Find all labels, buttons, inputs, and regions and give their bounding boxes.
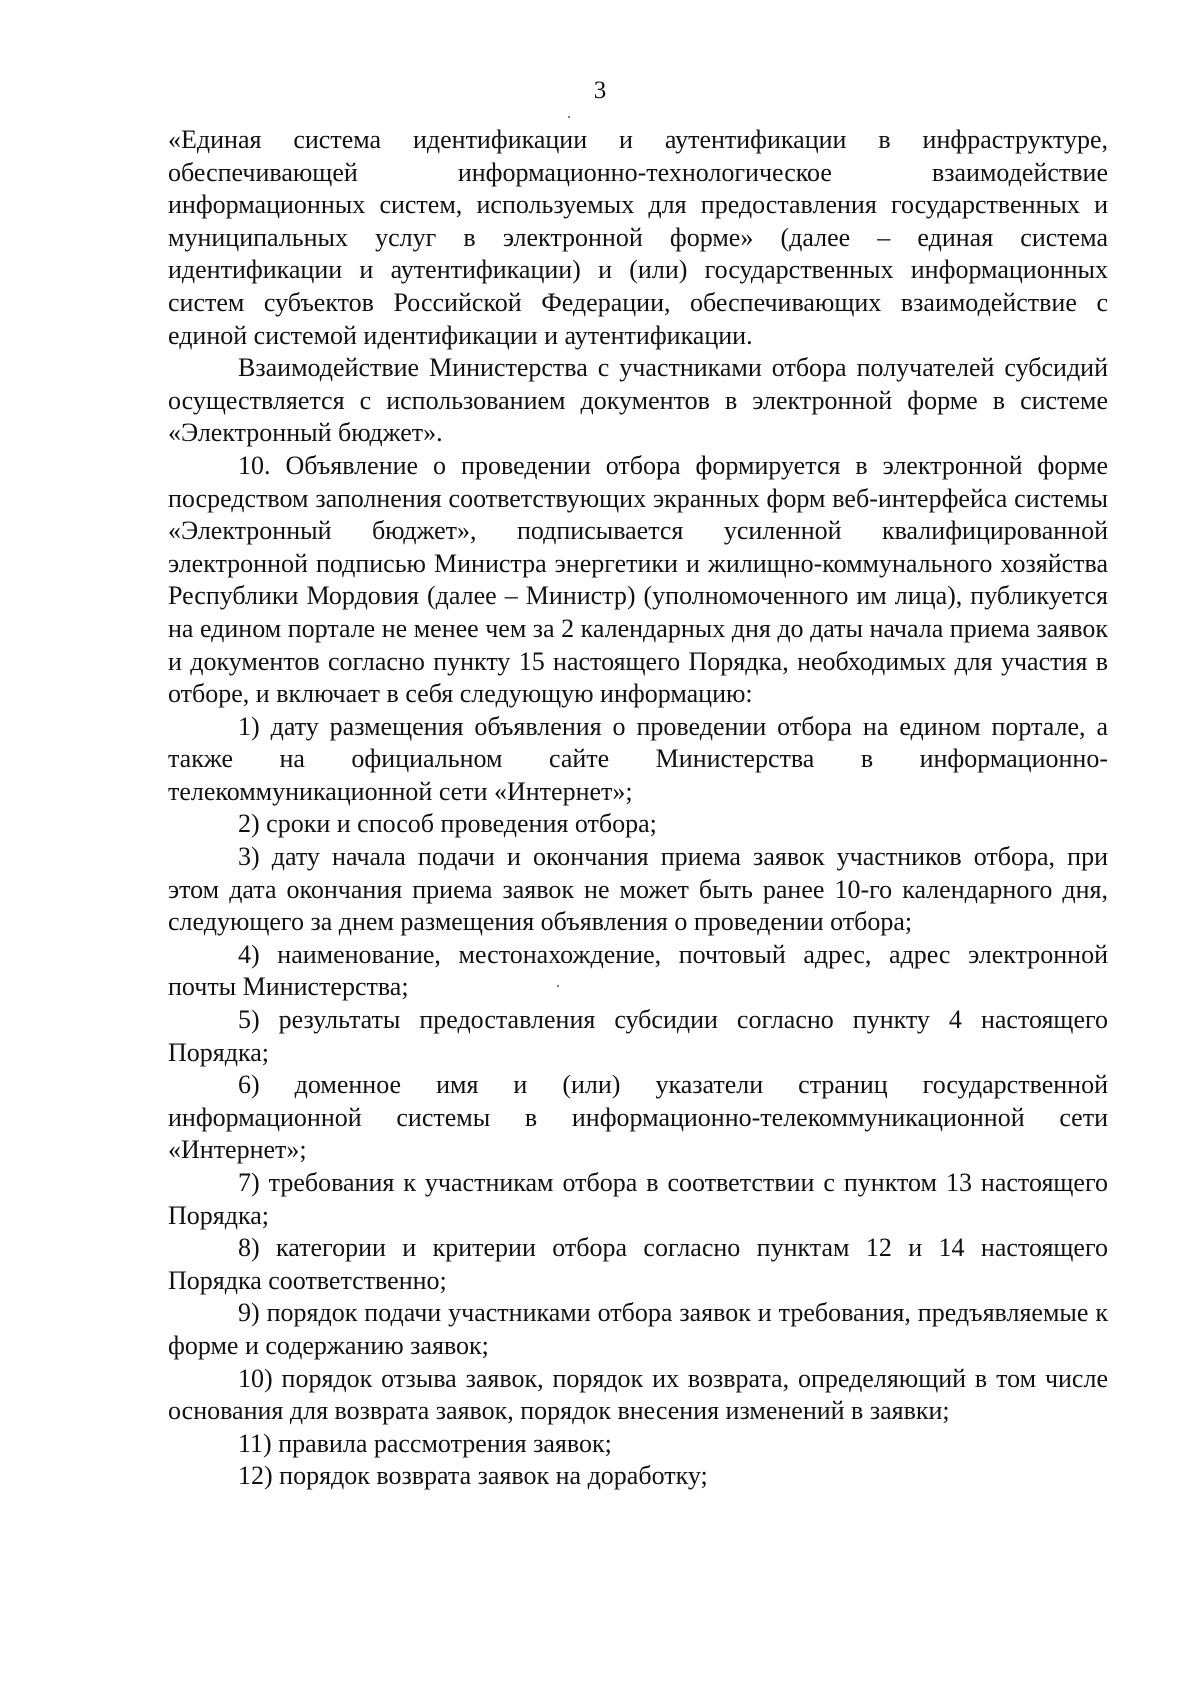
list-item: 12) порядок возврата заявок на доработку;: [238, 1461, 708, 1491]
list-item: 6) доменное имя и (или) указатели страниц государственной информационной системы в информационно-телекоммуникационной сети «Интернет»;: [168, 1070, 1108, 1165]
list-item: 7) требования к участникам отбора в соответствии с пунктом 13 настоящего Порядка;: [168, 1168, 1108, 1230]
list-item: 3) дату начала подачи и окончания приема заявок участников отбора, при этом дата окончания приема заявок не может быть ранее 10-го календарного дня, следующего за днем размещения объявления о проведении отбора;: [168, 842, 1108, 937]
list-item: 4) наименование, местонахождение, почтовый адрес, адрес электронной почты Министерства;: [168, 939, 1108, 1002]
list-item: 11) правила рассмотрения заявок;: [238, 1428, 612, 1458]
paragraph-continuation: «Единая система идентификации и аутентификации в инфраструктуре, обеспечивающей информационно-технологическое взаимодействие информационных систем, используемых для предоставления государственных и муниципальных услуг в электронной форме» (далее – единая система идентификации и аутентификации) и (или) государственных информационных систем субъектов Российской Федерации, обеспечивающих взаимодействие с единой системой идентификации и аутентификации.: [168, 125, 1108, 350]
list-item: 5) результаты предоставления субсидии согласно пункту 4 настоящего Порядка;: [168, 1005, 1108, 1067]
list-item: 8) категории и критерии отбора согласно пунктам 12 и 14 настоящего Порядка соответственно;: [168, 1233, 1108, 1295]
list-item: 2) сроки и способ проведения отбора;: [238, 809, 657, 839]
document-body: [168, 124, 1108, 1493]
list-item: 9) порядок подачи участниками отбора заявок и требования, предъявляемые к форме и содержанию заявок;: [168, 1298, 1108, 1360]
paragraph-section-10: 10. Объявление о проведении отбора формируется в электронной форме посредством заполнения соответствующих экранных форм веб-интерфейса системы «Электронный бюджет», подписывается усиленной квалифицированной электронной подписью Министра энергетики и жилищно-коммунального хозяйства Республики Мордовия (далее – Министр) (уполномоченного им лица), публикуется на едином портале не менее чем за 2 календарных дня до даты начала приема заявок и документов согласно пункту 15 настоящего Порядка, необходимых для участия в отборе, и включает в себя следующую информацию:: [168, 450, 1108, 709]
scan-speck: [568, 116, 570, 118]
page-number: 3: [593, 77, 607, 104]
list-item: 10) порядок отзыва заявок, порядок их возврата, определяющий в том числе основания для возврата заявок, порядок внесения изменений в заявки;: [168, 1363, 1108, 1426]
list-item: 1) дату размещения объявления о проведении отбора на едином портале, а также на официальном сайте Министерства в информационно-телекоммуникационной сети «Интернет»;: [168, 711, 1108, 806]
paragraph-interaction: Взаимодействие Министерства с участниками отбора получателей субсидий осуществляется с использованием документов в электронной форме в системе «Электронный бюджет».: [168, 353, 1108, 448]
